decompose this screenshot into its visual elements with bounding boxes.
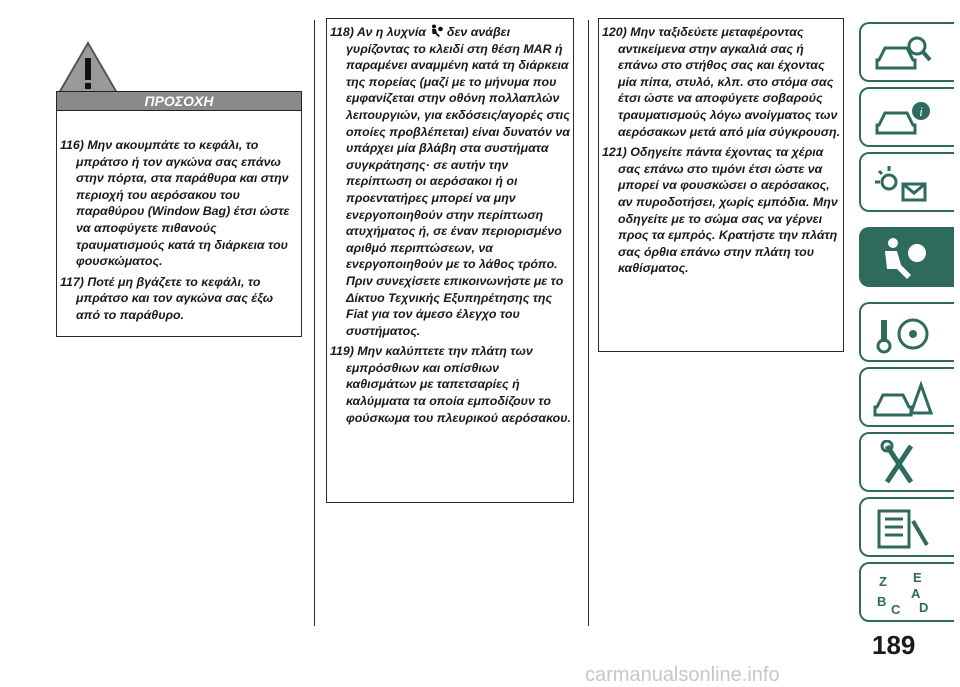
key-steering-wheel-icon bbox=[873, 310, 933, 358]
chapter-tab-index[interactable] bbox=[859, 562, 954, 622]
item-118-text: δεν ανάβει γυρίζοντας το κλειδί στη θέση MAR ή παραμένει αναμμένη κατά τη διάρκεια της πορείας (μαζί με το μήνυμα που εμφανίζεται στην οθόνη πολλαπλών λειτουργιών, για εκδόσεις/αγορές στις οποίες προβλέπεται) είναι δυνατόν να υπάρχει μία βλάβη στα συστήματα συγκράτησης· σε αυτήν την περίπτωση οι αερόσακοι ή οι προεντατήρες μπορεί να μην ενεργοποιηθούν στην περίπτωση ατυχήματος ή, σε έναν περιορισμένο αριθμό περιπτώσεων, να ενεργοποιηθούν με το λάθος τρόπο. Πριν συνεχίσετε επικοινωνήστε με το Δίκτυο Τεχνικής Εξυπηρέτησης της Fiat για τον άμεσο έλεγχο του συστήματος. bbox=[346, 25, 570, 338]
column-3-text bbox=[602, 24, 842, 281]
warning-triangle-icon bbox=[56, 40, 120, 96]
svg-text:A: A bbox=[911, 586, 921, 601]
warning-item-120: 120) Μην ταξιδεύετε μεταφέροντας αντικείμενα στην αγκαλιά σας ή επάνω στο στήθος σας και έχοντας μία πίπα, στυλό, κλπ. στο στόμα σας έτσι ώστε να αποφύγετε σοβαρούς τραυματισμούς λόγω ανοίγματος των αερόσακων μετά από μία σύγκρουση. bbox=[602, 25, 841, 139]
specifications-list-icon bbox=[873, 505, 933, 553]
warning-item-118 bbox=[330, 24, 572, 339]
airbag-warning-icon bbox=[429, 24, 443, 38]
seat-airbag-icon bbox=[873, 235, 933, 283]
svg-text:D: D bbox=[919, 600, 929, 615]
warning-item-116: 116) Μην ακουμπάτε το κεφάλι, το μπράτσο ή τον αγκώνα σας επάνω στην πόρτα, στα παράθυρα και στην περιοχή του αερόσακου του παραθύρου (Window Bag) έτσι ώστε να αποφύγετε πιθανούς τραυματισμούς κατά τη διάρκεια του φουσκώματος. bbox=[60, 138, 290, 269]
watermark: carmanualsonline.info bbox=[585, 664, 780, 686]
chapter-tab-knowing-car[interactable] bbox=[859, 22, 954, 82]
svg-text:Z: Z bbox=[879, 574, 887, 589]
chapter-tab-maintenance[interactable] bbox=[859, 432, 954, 492]
chapter-tab-starting-driving[interactable] bbox=[859, 302, 954, 362]
column-1-text bbox=[60, 137, 300, 328]
chapter-tab-technical-data[interactable] bbox=[859, 497, 954, 557]
column-2-text bbox=[330, 24, 572, 430]
chapter-tab-safety[interactable] bbox=[859, 227, 954, 287]
warning-item-121: 121) Οδηγείτε πάντα έχοντας τα χέρια σας επάνω στο τιμόνι έτσι ώστε να μπορεί να φουσκώσει ο αερόσακος, αν πυροδοτήσει, χωρίς εμπόδια. Μην οδηγείτε με το σώμα σας να γέρνει προς τα εμπρός. Κρατήστε την πλάτη σας όρθια επάνω στην πλάτη του καθίσματος. bbox=[602, 145, 838, 276]
chapter-tab-dashboard[interactable] bbox=[859, 87, 954, 147]
svg-text:E: E bbox=[913, 570, 922, 585]
warning-item-119: 119) Μην καλύπτετε την πλάτη των εμπρόσθιων και οπίσθιων καθισμάτων με ταπετσαρίες ή καλύμματα τα οποία εμποδίζουν το φούσκωμα του πλευρικού αερόσακου. bbox=[330, 344, 571, 425]
page-number: 189 bbox=[872, 630, 916, 660]
column-divider bbox=[314, 20, 315, 626]
car-info-icon bbox=[873, 95, 933, 143]
chapter-tab-emergency[interactable] bbox=[859, 367, 954, 427]
item-118-prefix: 118) Αν η λυχνία bbox=[330, 25, 426, 39]
svg-text:i: i bbox=[919, 104, 923, 119]
car-search-icon bbox=[873, 30, 933, 78]
chapter-tab-warning-lights[interactable] bbox=[859, 152, 954, 212]
car-breakdown-icon bbox=[873, 375, 933, 423]
warning-item-117: 117) Ποτέ μη βγάζετε το κεφάλι, το μπράτσο και τον αγκώνα σας έξω από το παράθυρο. bbox=[60, 274, 274, 322]
svg-text:B: B bbox=[877, 594, 887, 609]
tools-icon bbox=[873, 440, 933, 488]
warning-heading: ΠΡΟΣΟΧΗ bbox=[56, 91, 302, 111]
warning-lights-icon bbox=[873, 160, 933, 208]
alphabetical-index-icon bbox=[873, 570, 933, 618]
column-divider bbox=[588, 20, 589, 626]
svg-text:C: C bbox=[891, 602, 901, 617]
